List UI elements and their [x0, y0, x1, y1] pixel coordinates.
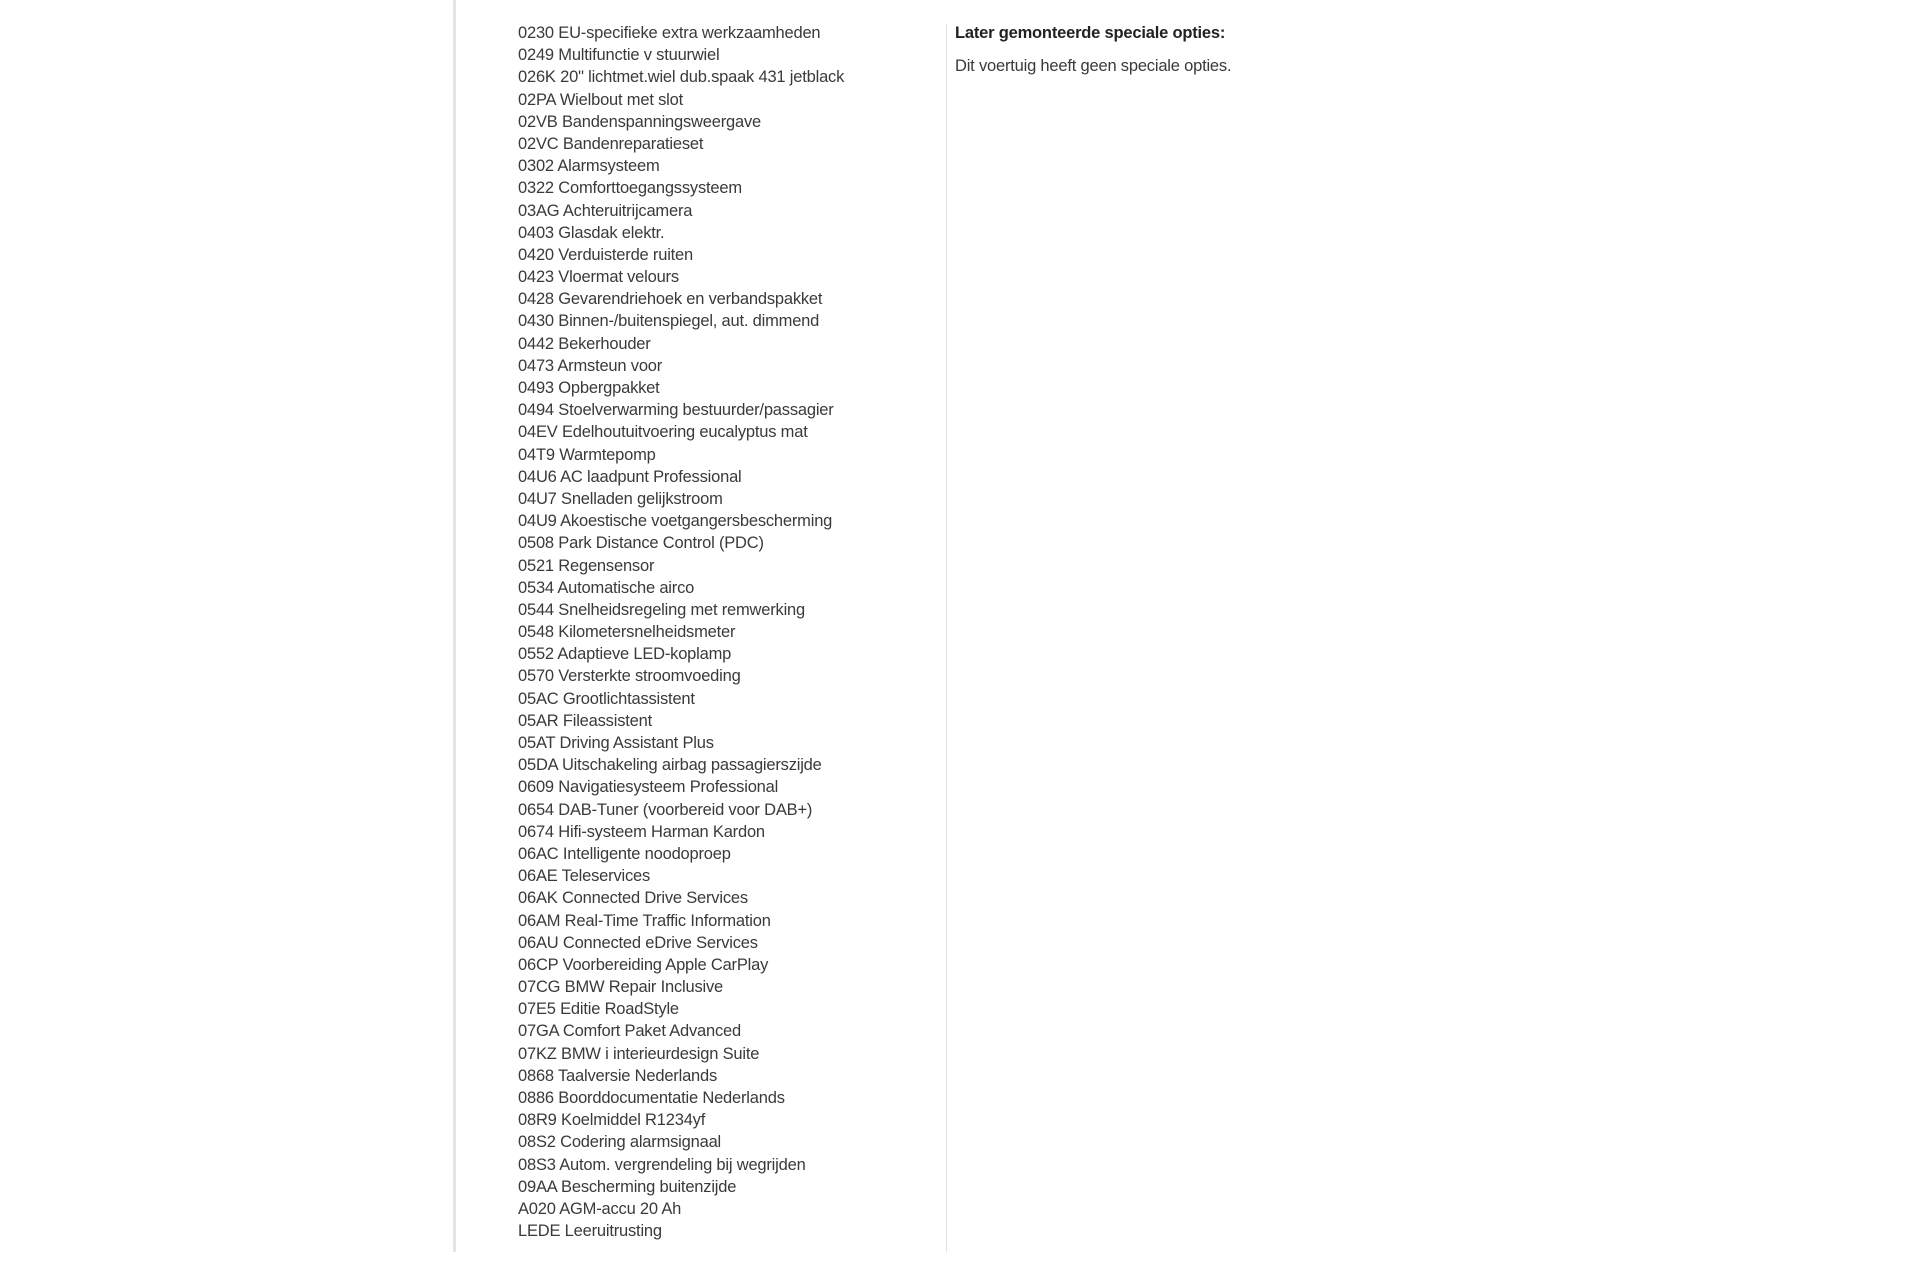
option-item: A020 AGM-accu 20 Ah	[518, 1199, 682, 1218]
option-item: 06AK Connected Drive Services	[518, 889, 748, 908]
option-item: 0654 DAB-Tuner (voorbereid voor DAB+)	[518, 800, 813, 819]
option-item: 0674 Hifi-systeem Harman Kardon	[518, 822, 765, 841]
option-item: 0302 Alarmsysteem	[518, 157, 660, 176]
option-item: 07CG BMW Repair Inclusive	[518, 978, 723, 997]
left-border-line	[453, 0, 456, 1252]
option-item: 0534 Automatische airco	[518, 578, 695, 597]
factory-options-list	[518, 22, 844, 1242]
option-item: 06CP Voorbereiding Apple CarPlay	[518, 955, 769, 974]
option-item: 07GA Comfort Paket Advanced	[518, 1022, 741, 1041]
option-item: 04EV Edelhoutuitvoering eucalyptus mat	[518, 423, 808, 442]
option-item: 0609 Navigatiesysteem Professional	[518, 778, 779, 797]
option-item: 0420 Verduisterde ruiten	[518, 245, 693, 264]
option-item: 05DA Uitschakeling airbag passagierszijde	[518, 756, 822, 775]
special-options-section	[955, 22, 1655, 77]
option-item: 06AC Intelligente noodoproep	[518, 844, 731, 863]
option-item: 06AU Connected eDrive Services	[518, 933, 758, 952]
option-item: 07KZ BMW i interieurdesign Suite	[518, 1044, 760, 1063]
option-item: 0249 Multifunctie v stuurwiel	[518, 46, 720, 65]
option-item: 0322 Comforttoegangssysteem	[518, 179, 742, 198]
option-item: 08S2 Codering alarmsignaal	[518, 1133, 722, 1152]
option-item: 02PA Wielbout met slot	[518, 90, 683, 109]
option-item: 04T9 Warmtepomp	[518, 445, 656, 464]
option-item: 02VB Bandenspanningsweergave	[518, 112, 762, 131]
option-item: 05AR Fileassistent	[518, 711, 652, 730]
option-item: 04U7 Snelladen gelijkstroom	[518, 489, 723, 508]
column-divider	[946, 24, 947, 1252]
option-item: 0544 Snelheidsregeling met remwerking	[518, 600, 806, 619]
option-item: 05AT Driving Assistant Plus	[518, 734, 714, 752]
option-item: 02VC Bandenreparatieset	[518, 134, 704, 153]
option-item: 0403 Glasdak elektr.	[518, 223, 665, 242]
option-item: 0442 Bekerhouder	[518, 334, 651, 353]
option-item: 0493 Opbergpakket	[518, 379, 660, 397]
option-item: 0428 Gevarendriehoek en verbandspakket	[518, 290, 823, 309]
option-item: 06AM Real-Time Traffic Information	[518, 911, 771, 930]
option-item: 0494 Stoelverwarming bestuurder/passagier	[518, 401, 834, 420]
option-item: 0473 Armsteun voor	[518, 356, 663, 375]
option-item: 06AE Teleservices	[518, 867, 651, 886]
special-options-title: Later gemonteerde speciale opties:	[955, 24, 1226, 42]
option-item: LEDE Leeruitrusting	[518, 1222, 662, 1241]
option-item: 0508 Park Distance Control (PDC)	[518, 534, 764, 553]
option-item: 05AC Grootlichtassistent	[518, 689, 695, 708]
option-item: 0868 Taalversie Nederlands	[518, 1066, 718, 1085]
option-item: 0521 Regensensor	[518, 556, 655, 575]
option-item: 08S3 Autom. vergrendeling bij wegrijden	[518, 1155, 806, 1174]
option-item: 04U6 AC laadpunt Professional	[518, 467, 742, 486]
option-item: 0548 Kilometersnelheidsmeter	[518, 623, 736, 642]
option-item: 026K 20" lichtmet.wiel dub.spaak 431 jetblack	[518, 68, 845, 87]
option-item: 08R9 Koelmiddel R1234yf	[518, 1111, 706, 1130]
option-item: 0230 EU-specifieke extra werkzaamheden	[518, 24, 821, 42]
option-item: 07E5 Editie RoadStyle	[518, 1000, 679, 1019]
option-item: 0430 Binnen-/buitenspiegel, aut. dimmend	[518, 312, 820, 331]
option-item: 0423 Vloermat velours	[518, 268, 679, 287]
special-options-text: Dit voertuig heeft geen speciale opties.	[955, 57, 1232, 75]
option-item: 04U9 Akoestische voetgangersbescherming	[518, 512, 833, 531]
option-item: 0552 Adaptieve LED-koplamp	[518, 645, 732, 664]
option-item: 03AG Achteruitrijcamera	[518, 201, 693, 220]
option-item: 0886 Boorddocumentatie Nederlands	[518, 1089, 785, 1107]
option-item: 0570 Versterkte stroomvoeding	[518, 667, 741, 686]
option-item: 09AA Bescherming buitenzijde	[518, 1177, 737, 1196]
